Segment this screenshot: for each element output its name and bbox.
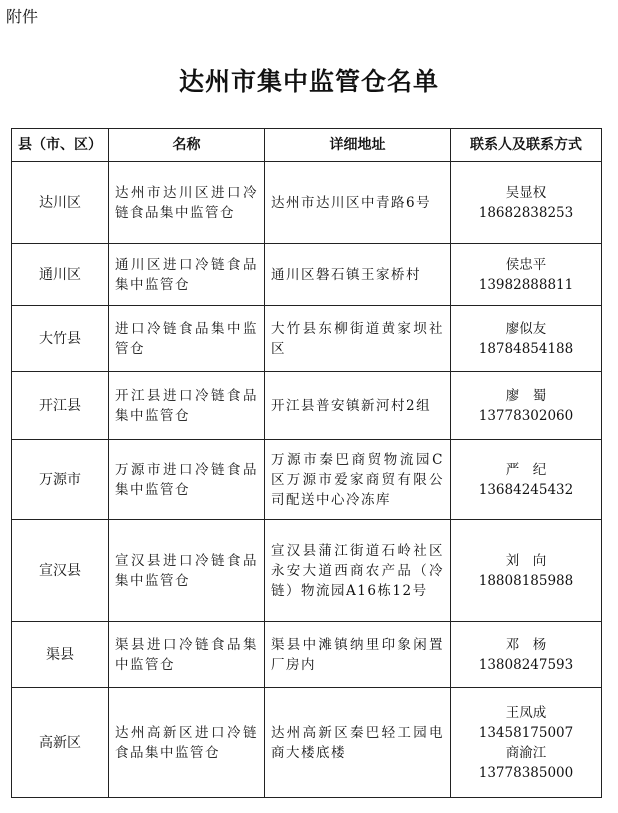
cell-county: 高新区 [12,688,109,798]
cell-name: 达州高新区进口冷链食品集中监管仓 [109,688,265,798]
contact-person: 严 纪 [505,461,547,478]
contact-phone: 18682838253 [478,204,574,221]
table-row [12,622,602,688]
table-row [12,306,602,372]
attachment-label: 附件 [6,7,39,26]
contact-person: 刘 向 [505,552,547,569]
cell-name: 万源市进口冷链食品集中监管仓 [109,440,265,520]
cell-address: 达州市达川区中青路6号 [265,162,451,244]
cell-address: 达州高新区秦巴轻工园电商大楼底楼 [265,688,451,798]
header-name: 名称 [109,129,265,162]
table-row [12,244,602,306]
contact-person: 侯忠平 [505,256,547,273]
contact-person: 商渝江 [505,744,547,761]
cell-name: 开江县进口冷链食品集中监管仓 [109,372,265,440]
contact-phone: 13982888811 [478,276,574,293]
cell-contact [451,622,602,688]
contact-phone: 18784854188 [478,340,574,357]
contact-phone: 13808247593 [478,656,574,673]
cell-county: 大竹县 [12,306,109,372]
table-row [12,162,602,244]
cell-county: 万源市 [12,440,109,520]
cell-address: 渠县中滩镇纳里印象闲置厂房内 [265,622,451,688]
contact-phone: 13778302060 [478,407,574,424]
cell-name: 宣汉县进口冷链食品集中监管仓 [109,520,265,622]
header-county: 县（市、区） [12,129,109,162]
warehouse-table [11,128,602,798]
cell-name: 进口冷链食品集中监管仓 [109,306,265,372]
contact-phone: 13458175007 [478,724,574,741]
contact-person: 王凤成 [505,704,547,721]
cell-county: 开江县 [12,372,109,440]
cell-contact [451,306,602,372]
cell-contact [451,162,602,244]
table-row [12,372,602,440]
contact-person: 廖似友 [505,320,547,337]
contact-phone: 13778385000 [478,764,574,781]
contact-phone: 13684245432 [478,481,574,498]
cell-name: 通川区进口冷链食品集中监管仓 [109,244,265,306]
cell-county: 宣汉县 [12,520,109,622]
cell-contact [451,688,602,798]
cell-contact [451,372,602,440]
cell-address: 通川区磐石镇王家桥村 [265,244,451,306]
page-title: 达州市集中监管仓名单 [178,67,439,96]
cell-contact [451,520,602,622]
table-row [12,520,602,622]
table-header-row [12,129,602,162]
table-row [12,688,602,798]
cell-county: 渠县 [12,622,109,688]
cell-address: 宣汉县蒲江街道石岭社区永安大道西商农产品（冷链）物流园A16栋12号 [265,520,451,622]
contact-person: 吴显权 [505,184,547,201]
cell-address: 万源市秦巴商贸物流园C区万源市爱家商贸有限公司配送中心冷冻库 [265,440,451,520]
table-row [12,440,602,520]
contact-phone: 18808185988 [478,572,574,589]
contact-person: 邓 杨 [505,636,547,653]
cell-contact [451,244,602,306]
cell-county: 通川区 [12,244,109,306]
contact-person: 廖 蜀 [505,387,547,404]
cell-name: 渠县进口冷链食品集中监管仓 [109,622,265,688]
header-address: 详细地址 [265,129,451,162]
cell-name: 达州市达川区进口冷链食品集中监管仓 [109,162,265,244]
cell-address: 开江县普安镇新河村2组 [265,372,451,440]
cell-county: 达川区 [12,162,109,244]
cell-address: 大竹县东柳街道黄家坝社区 [265,306,451,372]
cell-contact [451,440,602,520]
header-contact: 联系人及联系方式 [451,129,602,162]
